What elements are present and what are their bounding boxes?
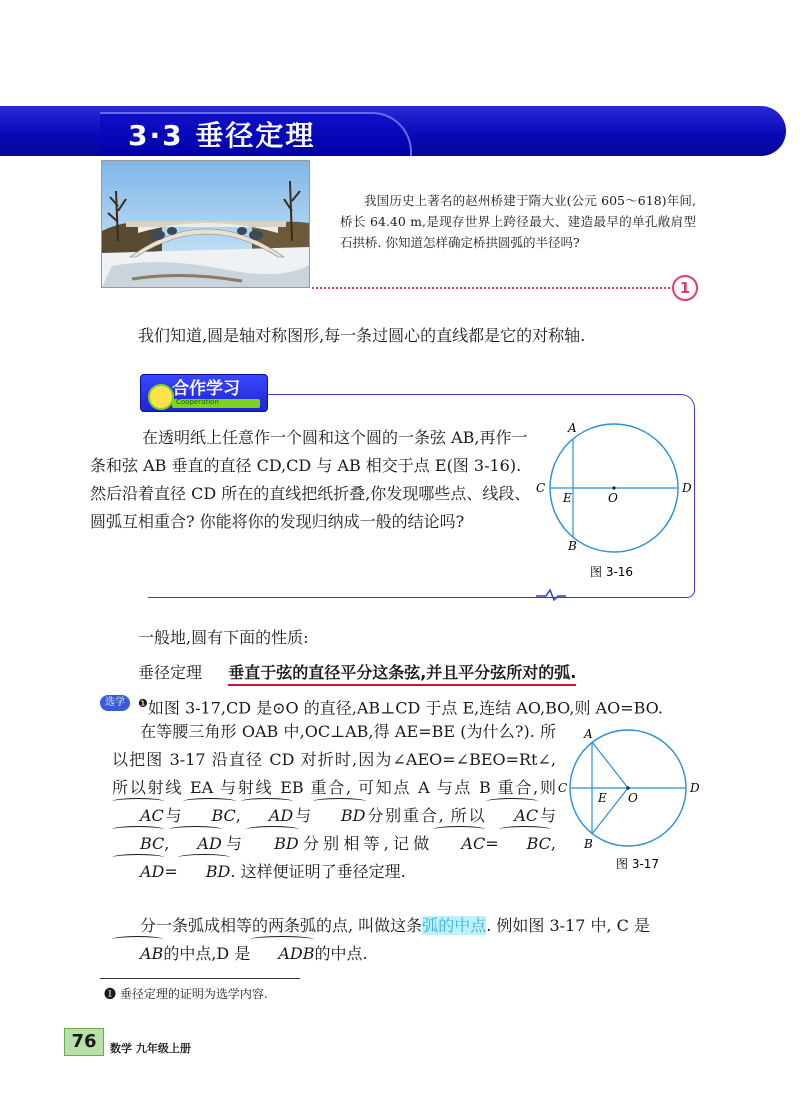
proof-word: , [235,806,241,825]
zhaozhou-bridge-image [101,160,310,288]
property-intro: 一般地,圆有下面的性质: [138,628,309,647]
proof-word: 与 [163,806,184,825]
proof-line-1: 如图 3-17,CD 是⊙O 的直径,AB⊥CD 于点 E,连结 AO,BO,则 AO=BO. [147,698,663,718]
label-o: O [608,491,618,505]
figure-3-16-caption: 图 3-16 [590,565,634,579]
arc-bd: BD [313,802,366,830]
arc-bc: BC [112,830,164,858]
heartbeat-icon [148,384,174,410]
proof-word: 分别重合, 所以 [365,806,487,825]
proof-word: 与 [293,806,313,825]
theorem-line [138,660,576,683]
label-o: O [628,791,638,805]
label-e: E [598,791,607,805]
figure-3-16 [530,416,700,596]
arc-ac: AC [112,802,164,830]
arc-bd: BD [246,830,299,858]
label-c: C [536,481,546,495]
label-a: A [584,727,593,741]
midpoint-text: . 例如图 3-17 中, C 是 [486,916,650,935]
arc-ad: AD [169,830,221,858]
proof-word: = [164,862,178,881]
dotted-separator [312,287,670,289]
label-a: A [568,421,577,435]
label-d: D [690,781,700,795]
theorem-statement: 垂直于弦的直径平分这条弦,并且平分弦所对的弧. [228,663,576,686]
center-point [612,486,615,489]
proof-word: 与 [538,806,556,825]
arc-ad: AD [241,802,293,830]
intro-paragraph: 我国历史上著名的赵州桥建于隋大业(公元 605～618)年间,桥长 64.40 m,是现存世界上跨径最大、建造最早的单孔敞肩型石拱桥. 你知道怎样确定桥拱圆弧的半径吗? [340,193,696,250]
midpoint-text: 的中点,D 是 [163,944,251,963]
footnote-mark: ❶ [138,697,148,710]
footnote-rule [100,978,300,979]
arc-bc: BC [183,802,235,830]
proof-paragraph [112,718,556,886]
question-number-badge: 1 [672,275,698,301]
arc-ab: AB [112,940,163,968]
midpoint-text: 分一条弧成相等的两条弧的点, 叫做这条 [140,916,423,935]
proof-word: 与 [221,834,247,853]
proof-word: . 这样便证明了垂径定理. [230,862,406,881]
proof-word: 分别相等,记做 [298,834,434,853]
arc-bd: BD [178,858,231,886]
label-b: B [584,837,593,851]
book-title: 数学 九年级上册 [110,1042,191,1055]
arc-midpoint-term: 弧的中点 [422,916,487,935]
arc-ac: AC [486,802,538,830]
proof-word: , [164,834,170,853]
figure-3-17-caption: 图 3-17 [616,857,660,871]
proof-line-2: 在等腰三角形 OAB 中,OC⊥AB,得 AE=BE (为什么?). 所以把图 3-17 沿直径 CD 对折时,因为∠AEO=∠BEO=Rt∠, 所以射线 EA 与射线 EB 重合, 可知点 A 与点 B 重合,则 [112,722,556,797]
arc-ac: AC [433,830,485,858]
cooperative-learning-text: 在透明纸上任意作一个圆和这个圆的一条弦 AB,再作一条和弦 AB 垂直的直径 CD,CD 与 AB 相交于点 E(图 3-16). 然后沿着直径 CD 所在的直线把纸折叠,你发现哪些点、线段、圆弧互相重合? 你能将你的发现归纳成一般的结论吗? [90,428,531,531]
segment-ao [592,742,628,788]
proof-word: = [485,834,499,853]
midpoint-text: 的中点. [314,944,368,963]
cooperative-learning-title: 合作学习 [172,379,240,399]
symmetry-paragraph: 我们知道,圆是轴对称图形,每一条过圆心的直线都是它的对称轴. [138,326,586,345]
page-number: 76 [64,1028,104,1056]
section-title: 3·3 垂径定理 [128,119,316,152]
footnote: ❶ 垂径定理的证明为选学内容. [104,987,268,1001]
center-point [626,786,629,789]
label-c: C [558,781,568,795]
midpoint-paragraph [112,912,700,968]
label-d: D [682,481,692,495]
arc-bc: BC [499,830,551,858]
proof-word: , [550,834,556,853]
theorem-name: 垂径定理 [138,663,203,682]
cooperative-learning-english: Cooperation [176,398,219,406]
arc-ad: AD [112,858,164,886]
optional-study-tag: 选学 [100,695,130,711]
arc-adb: ADB [250,940,314,968]
label-b: B [568,539,577,553]
figure-3-17 [556,722,706,872]
label-e: E [563,491,572,505]
